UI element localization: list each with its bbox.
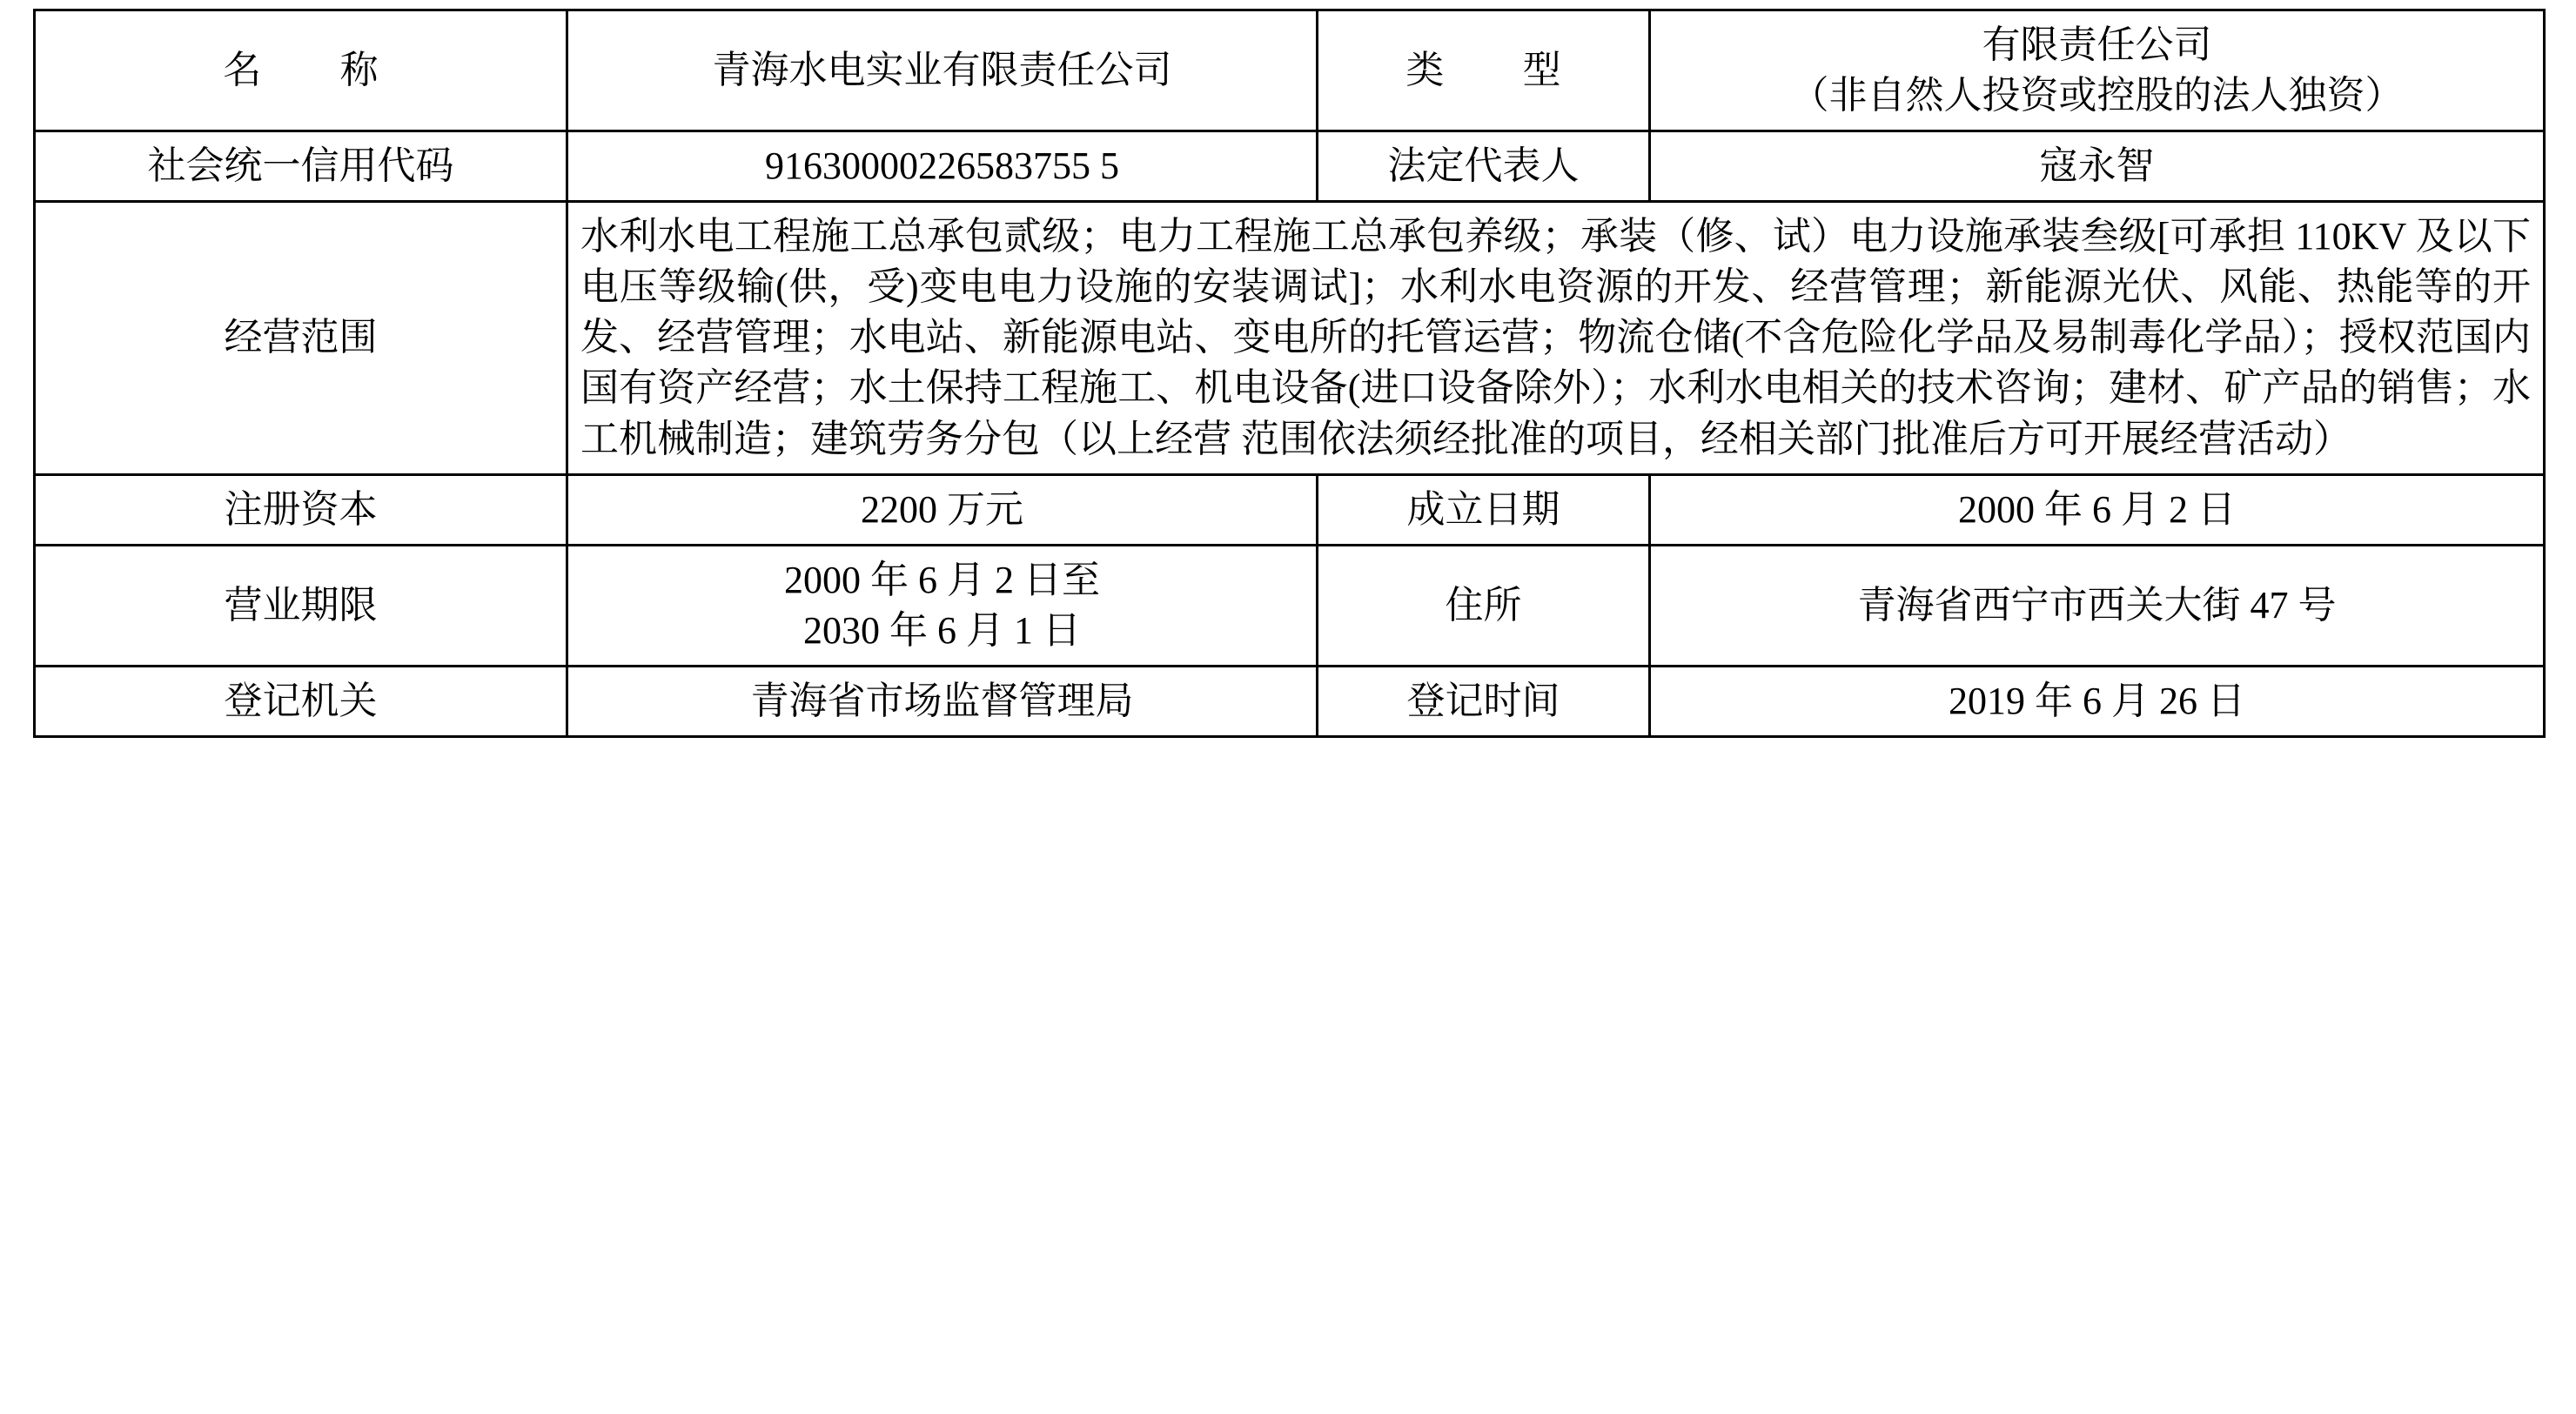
value-business-term-line2: 2030 年 6 月 1 日: [803, 608, 1081, 652]
cell-label-business-scope: 经营范围: [35, 202, 567, 474]
table-row: [35, 131, 2545, 202]
cell-label-address: 住所: [1318, 545, 1650, 666]
cell-value-registered-capital: 2200 万元: [567, 474, 1318, 545]
cell-value-name: 青海水电实业有限责任公司: [567, 10, 1318, 131]
company-info-table: [33, 9, 2546, 738]
table-row: [35, 666, 2545, 736]
cell-label-credit-code: 社会统一信用代码: [35, 131, 567, 202]
cell-label-business-term: 营业期限: [35, 545, 567, 666]
cell-value-address: 青海省西宁市西关大街 47 号: [1650, 545, 2545, 666]
cell-label-legal-representative: 法定代表人: [1318, 131, 1650, 202]
value-type-line2: （非自然人投资或控股的法人独资）: [1790, 74, 2404, 117]
cell-label-registration-authority: 登记机关: [35, 666, 567, 736]
cell-label-type: [1318, 10, 1650, 131]
cell-label-name: [35, 10, 567, 131]
label-name-text: 名 称: [223, 49, 413, 92]
cell-value-establishment-date: 2000 年 6 月 2 日: [1650, 474, 2545, 545]
cell-value-registration-authority: 青海省市场监督管理局: [567, 666, 1318, 736]
cell-value-credit-code: 91630000226583755 5: [567, 131, 1318, 202]
cell-value-business-term: [567, 545, 1318, 666]
value-business-term-line1: 2000 年 6 月 2 日至: [784, 558, 1100, 601]
cell-value-registration-time: 2019 年 6 月 26 日: [1650, 666, 2545, 736]
cell-label-registration-time: 登记时间: [1318, 666, 1650, 736]
cell-value-legal-representative: 寇永智: [1650, 131, 2545, 202]
cell-value-business-scope: 水利水电工程施工总承包贰级；电力工程施工总承包养级；承装（修、试）电力设施承装叁级[可承担 110KV 及以下电压等级输(供，受)变电电力设施的安装调试]；水利水电资源的开发、经营管理；新能源光伏、风能、热能等的开发、经营管理；水电站、新能源电站、变电所的托管运营；物流仓储(不含危险化学品及易制毒化学品）；授权范国内国有资产经营；水土保持工程施工、机电设备(进口设备除外）；水利水电相关的技术咨询；建材、矿产品的销售；水工机械制造；建筑劳务分包（以上经营 范围依法须经批准的项目，经相关部门批准后方可开展经营活动）: [567, 202, 2545, 474]
cell-label-establishment-date: 成立日期: [1318, 474, 1650, 545]
cell-value-type: [1650, 10, 2545, 131]
table-row: [35, 202, 2545, 474]
cell-label-registered-capital: 注册资本: [35, 474, 567, 545]
table-row: [35, 474, 2545, 545]
table-row: [35, 545, 2545, 666]
table-row: [35, 10, 2545, 131]
label-type-text: 类 型: [1405, 49, 1596, 92]
value-type-line1: 有限责任公司: [1982, 23, 2212, 66]
